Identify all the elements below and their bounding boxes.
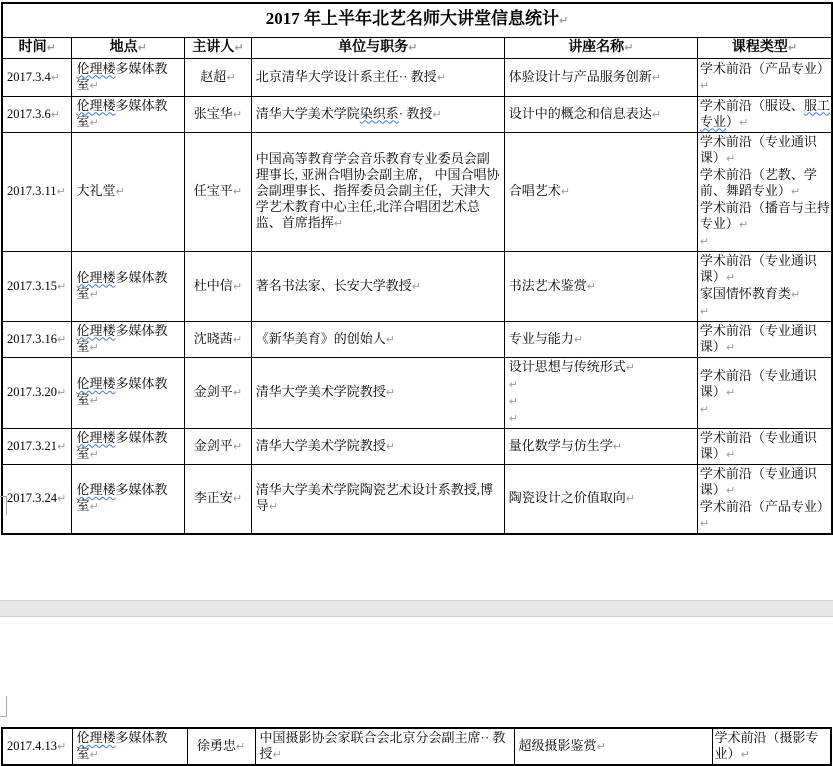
text-run: 学术前沿（产品专业）	[699, 498, 830, 514]
text-run: 学术前沿（服设、	[699, 97, 804, 113]
paragraph-mark: ↵	[625, 360, 635, 374]
paragraph-mark: ↵	[436, 70, 446, 84]
text-run: 伦理楼	[76, 376, 116, 391]
cell-location[interactable]	[72, 428, 185, 464]
paragraph	[188, 384, 248, 401]
text-run: 金剑平	[193, 437, 233, 453]
text-run: 2017.4.13	[7, 739, 57, 753]
text-run: 清华大学美术学院陶瓷艺术设计系教授,博导	[255, 482, 494, 513]
cell-unit[interactable]	[251, 251, 504, 321]
text-run: 学术前沿（摄影专业）	[714, 730, 819, 761]
header-label: 时间	[18, 39, 47, 55]
paragraph-mark: ↵	[232, 439, 243, 453]
cell-date[interactable]	[2, 58, 72, 96]
cell-type[interactable]	[697, 132, 832, 251]
paragraph	[256, 438, 500, 455]
main-lecture-table	[1, 2, 833, 535]
column-header-unit[interactable]	[251, 37, 504, 58]
cell-unit[interactable]	[251, 132, 504, 251]
text-run: 2017.3.6	[7, 106, 51, 121]
paragraph-mark: ↵	[508, 411, 518, 425]
paragraph	[188, 331, 248, 348]
cell-location[interactable]	[72, 357, 185, 428]
paragraph-mark: ↵	[234, 40, 244, 54]
column-header-location[interactable]	[72, 37, 185, 58]
paragraph	[700, 98, 830, 131]
text-run: 合唱艺术	[508, 183, 561, 198]
paragraph-mark: ↵	[232, 185, 243, 198]
table-row	[2, 251, 832, 321]
table-row	[2, 132, 832, 251]
text-run: 陶瓷设计之价值取向	[508, 490, 626, 505]
text-run: 超级摄影鉴赏	[518, 738, 597, 753]
paragraph-mark: ↵	[651, 107, 661, 121]
text-run: 杜中信	[193, 277, 233, 293]
paragraph-mark: ↵	[232, 107, 243, 121]
paragraph	[509, 393, 693, 410]
text-run: 学术前沿（专业通识课）	[699, 429, 817, 461]
text-run: 服工专业	[699, 97, 830, 129]
paragraph-mark: ↵	[787, 40, 798, 54]
paragraph	[7, 384, 68, 401]
cell-location[interactable]	[72, 58, 185, 96]
cell-location[interactable]	[72, 464, 185, 534]
cell-unit[interactable]	[251, 428, 504, 464]
paragraph-mark: ↵	[559, 14, 569, 28]
cell-type[interactable]	[697, 357, 832, 428]
paragraph	[7, 278, 68, 295]
text-run: 多媒体教室	[76, 376, 168, 407]
cell-speaker[interactable]	[185, 132, 252, 251]
paragraph-mark: ↵	[699, 78, 710, 92]
text-run: 设计中的概念和信息表达	[508, 105, 652, 121]
text-run: 学术前沿（专业通识课）	[699, 367, 817, 399]
paragraph	[7, 106, 68, 123]
table-row	[2, 464, 832, 534]
text-run: 2017.3.20	[7, 385, 57, 399]
header-label: 课程类型	[731, 39, 788, 55]
page-break-band	[0, 600, 833, 617]
paragraph-mark: ↵	[268, 500, 278, 513]
cell-date[interactable]	[2, 728, 72, 765]
paragraph-mark: ↵	[790, 184, 801, 198]
text-run: 清华大学美术学院教授	[255, 384, 386, 399]
paragraph	[7, 490, 68, 507]
text-run: 学术前沿（产品专业）	[699, 60, 830, 76]
paragraph-mark: ↵	[725, 483, 736, 497]
paragraph	[188, 278, 248, 295]
paragraph-mark: ↵	[699, 234, 710, 248]
paragraph	[76, 183, 174, 200]
paragraph	[188, 69, 248, 86]
cell-unit[interactable]	[251, 321, 504, 357]
text-run: 2017.3.16	[7, 331, 57, 346]
paragraph-mark: ↵	[50, 70, 60, 84]
table-row	[2, 96, 832, 132]
paragraph-mark: ↵	[57, 740, 67, 753]
paragraph-mark: ↵	[56, 185, 66, 198]
cell-location[interactable]	[72, 321, 185, 357]
text-run: 书法艺术鉴赏	[508, 277, 587, 293]
text-run: 中国高等教育学会音乐教育专业委员会副理事长, 亚洲合唱协会副主席， 中国合唱协会副理事长、指挥委员会副主任，天津大学艺术教育中心主任,北洋合唱团艺术总监、首席指挥	[255, 151, 500, 230]
paragraph	[700, 499, 830, 532]
paragraph	[519, 738, 708, 755]
paragraph-mark: ↵	[232, 279, 243, 293]
paragraph	[7, 331, 68, 348]
paragraph	[7, 183, 68, 200]
text-run: 李正安	[193, 490, 233, 505]
cell-lecture[interactable]	[504, 428, 697, 464]
paragraph	[700, 368, 830, 401]
text-run: 学术前沿（播音与主持专业）	[699, 199, 830, 231]
text-run: 沈晓茜	[193, 330, 233, 346]
text-run: 伦理楼	[76, 429, 116, 445]
text-run: 家国情怀教育类	[699, 285, 791, 301]
paragraph-mark: ↵	[725, 270, 736, 284]
paragraph	[509, 183, 693, 200]
paragraph	[256, 482, 500, 515]
text-run: 多媒体教室	[76, 322, 168, 354]
paragraph-mark: ↵	[699, 516, 710, 530]
paragraph-mark: ↵	[89, 447, 99, 461]
text-run: 多媒体教室	[76, 60, 168, 92]
page2-lecture-table	[1, 727, 832, 766]
title-row	[2, 3, 832, 37]
cell-date[interactable]	[2, 464, 72, 534]
paragraph-mark: ↵	[725, 151, 736, 165]
cell-location[interactable]	[72, 132, 185, 251]
paragraph-mark: ↵	[57, 279, 67, 293]
paragraph-mark: ↵	[790, 287, 801, 301]
text-run: 《新华美育》的创始人	[255, 330, 386, 346]
text-run: 任宝平	[193, 183, 233, 198]
paragraph-mark: ↵	[232, 386, 243, 399]
text-run: 染织系	[359, 105, 399, 121]
paragraph-mark: ↵	[573, 332, 583, 346]
paragraph-mark: ↵	[89, 394, 99, 407]
paragraph-mark: ↵	[738, 115, 749, 129]
paragraph	[76, 270, 174, 303]
text-run: 多媒体教室	[76, 97, 168, 129]
cell-date[interactable]	[2, 251, 72, 321]
text-run: 金剑平	[193, 384, 233, 399]
text-run: 著名书法家、长安大学教授	[255, 277, 412, 293]
text-run: 清华大学美术学院教授	[255, 437, 386, 453]
cell-speaker[interactable]	[185, 251, 252, 321]
cell-speaker[interactable]	[187, 728, 255, 765]
document-title[interactable]	[2, 3, 832, 37]
paragraph	[76, 98, 174, 131]
text-run: 多媒体教室	[76, 482, 168, 513]
paragraph-mark: ↵	[508, 394, 518, 408]
text-run: 伦理楼	[76, 730, 116, 745]
header-label: 地点	[109, 39, 138, 55]
paragraph-mark: ↵	[226, 70, 236, 84]
paragraph-mark: ↵	[411, 279, 421, 293]
paragraph	[700, 303, 830, 320]
text-run: 伦理楼	[76, 269, 116, 285]
text-run: 量化数学与仿生学	[508, 437, 613, 453]
paragraph	[700, 167, 830, 200]
text-boundary-mark	[0, 496, 7, 515]
cell-unit[interactable]	[251, 58, 504, 96]
text-run: 2017.3.15	[7, 278, 57, 293]
text-run: 赵超	[200, 68, 227, 84]
paragraph	[509, 331, 693, 348]
cell-type[interactable]	[697, 58, 832, 96]
cell-speaker[interactable]	[185, 96, 252, 132]
paragraph	[191, 738, 252, 755]
paragraph	[700, 323, 830, 356]
table-row	[2, 357, 832, 428]
paragraph	[7, 438, 68, 455]
paragraph	[700, 61, 830, 94]
cell-speaker[interactable]	[185, 428, 252, 464]
cell-lecture[interactable]	[504, 321, 697, 357]
cell-speaker[interactable]	[185, 321, 252, 357]
paragraph-mark: ↵	[50, 107, 60, 121]
paragraph	[188, 438, 248, 455]
cell-date[interactable]	[2, 132, 72, 251]
paragraph-mark: ↵	[272, 748, 282, 761]
text-run: 学术前沿（专业通识课）	[699, 465, 817, 497]
paragraph-mark: ↵	[89, 115, 99, 129]
paragraph	[7, 738, 69, 755]
cell-type[interactable]	[697, 321, 832, 357]
table-row	[2, 321, 832, 357]
cell-lecture[interactable]	[504, 132, 697, 251]
paragraph-mark: ↵	[235, 740, 246, 753]
text-run: 伦理楼	[76, 60, 116, 76]
table-row	[2, 428, 832, 464]
paragraph-mark: ↵	[432, 107, 442, 121]
cell-lecture[interactable]	[504, 357, 697, 428]
header-row	[2, 37, 832, 58]
text-run: 2017.3.21	[7, 438, 57, 453]
text-run: 张宝华	[193, 105, 233, 121]
text-run: 学术前沿（艺教、学前、舞蹈专业）	[699, 166, 817, 198]
paragraph	[509, 69, 693, 86]
text-run: 清华大学美术学院	[255, 105, 360, 121]
text-run: 学术前沿（专业通识课）	[699, 133, 817, 165]
cell-date[interactable]	[2, 321, 72, 357]
paragraph	[76, 376, 174, 409]
header-label: 讲座名称	[568, 39, 625, 55]
text-run: 2017.3.11	[7, 184, 57, 198]
paragraph-mark: ↵	[740, 748, 750, 761]
paragraph-mark: ↵	[385, 386, 395, 399]
paragraph-mark: ↵	[725, 447, 736, 461]
cell-date[interactable]	[2, 428, 72, 464]
paragraph-mark: ↵	[596, 740, 606, 753]
column-header-type[interactable]	[697, 37, 832, 58]
text-run: ）	[725, 113, 739, 129]
paragraph-mark: ↵	[57, 332, 67, 346]
paragraph	[509, 490, 693, 507]
cell-location[interactable]	[72, 96, 185, 132]
text-run: 学术前沿（专业通识课）	[699, 252, 817, 284]
paragraph-mark: ↵	[560, 185, 570, 198]
paragraph	[509, 438, 693, 455]
table-row	[2, 58, 832, 96]
paragraph-mark: ↵	[89, 340, 99, 354]
paragraph	[260, 730, 510, 763]
text-run: 学术前沿（专业通识课）	[699, 322, 817, 354]
paragraph-mark: ↵	[57, 439, 67, 453]
paragraph-mark: ↵	[738, 217, 749, 231]
paragraph-mark: ↵	[508, 377, 518, 391]
paragraph	[188, 490, 248, 507]
paragraph	[700, 134, 830, 167]
paragraph-mark: ↵	[385, 332, 395, 346]
paragraph-mark: ↵	[46, 40, 56, 54]
header-label: 主讲人	[192, 39, 235, 55]
cell-unit[interactable]	[251, 464, 504, 534]
paragraph-mark: ↵	[89, 748, 99, 761]
paragraph	[509, 410, 693, 427]
paragraph	[700, 200, 830, 233]
title-text: 2017 年上半年北艺名师大讲堂信息统计	[265, 9, 560, 29]
text-boundary-mark	[0, 696, 7, 717]
paragraph-mark: ↵	[57, 386, 67, 399]
cell-type[interactable]	[697, 464, 832, 534]
paragraph-mark: ↵	[586, 279, 596, 293]
cell-unit[interactable]	[251, 357, 504, 428]
paragraph	[700, 233, 830, 250]
paragraph	[188, 183, 248, 200]
cell-speaker[interactable]	[185, 357, 252, 428]
cell-location[interactable]	[72, 251, 185, 321]
paragraph	[256, 384, 500, 401]
text-run: 多媒体教室	[76, 269, 168, 301]
text-run: 专业与能力	[508, 330, 574, 346]
paragraph	[76, 61, 174, 94]
paragraph-mark: ↵	[725, 385, 736, 399]
cell-type[interactable]	[697, 251, 832, 321]
paragraph	[700, 253, 830, 286]
paragraph	[256, 278, 500, 295]
cell-speaker[interactable]	[185, 464, 252, 534]
paragraph-mark: ↵	[232, 492, 243, 505]
cell-lecture[interactable]	[504, 464, 697, 534]
paragraph-mark: ↵	[612, 439, 622, 453]
cell-lecture[interactable]	[504, 251, 697, 321]
paragraph-mark: ↵	[89, 78, 99, 92]
paragraph-mark: ↵	[699, 402, 710, 416]
paragraph	[256, 106, 500, 123]
paragraph	[256, 331, 500, 348]
paragraph-mark: ↵	[115, 185, 125, 198]
paragraph-mark: ↵	[408, 40, 418, 54]
paragraph-mark: ↵	[89, 500, 99, 513]
paragraph-mark: ↵	[89, 287, 99, 301]
text-run: 徐勇忠	[196, 738, 236, 753]
table-row	[2, 728, 831, 765]
paragraph	[188, 106, 248, 123]
text-run: 设计思想与传统形式	[508, 358, 626, 374]
paragraph-mark: ↵	[651, 70, 661, 84]
text-run: 2017.3.24	[7, 491, 57, 505]
cell-date[interactable]	[2, 96, 72, 132]
text-run: 大礼堂	[76, 183, 116, 198]
cell-type[interactable]	[697, 428, 832, 464]
paragraph-mark: ↵	[333, 217, 343, 230]
cell-lecture[interactable]	[504, 96, 697, 132]
text-run: 中国摄影协会家联合会北京分会副主席·· 教授	[259, 730, 506, 761]
text-run: 北京清华大学设计系主任·· 教授	[255, 68, 437, 84]
cell-type[interactable]	[712, 728, 831, 765]
paragraph	[509, 376, 693, 393]
paragraph	[700, 466, 830, 499]
paragraph	[256, 69, 500, 86]
paragraph	[77, 730, 177, 763]
text-run: 伦理楼	[76, 97, 116, 113]
paragraph	[7, 69, 68, 86]
cell-unit[interactable]	[251, 96, 504, 132]
cell-lecture[interactable]	[504, 58, 697, 96]
paragraph	[76, 430, 174, 463]
paragraph-mark: ↵	[725, 340, 736, 354]
paragraph	[700, 430, 830, 463]
paragraph-mark: ↵	[624, 40, 634, 54]
cell-lecture[interactable]	[514, 728, 712, 765]
text-run: 伦理楼	[76, 322, 116, 338]
cell-location[interactable]	[72, 728, 187, 765]
cell-speaker[interactable]	[185, 58, 252, 96]
paragraph-mark: ↵	[699, 304, 710, 318]
paragraph-mark: ↵	[137, 40, 147, 54]
paragraph-mark: ↵	[385, 439, 395, 453]
text-run: 体验设计与产品服务创新	[508, 68, 652, 84]
text-run: 多媒体教室	[76, 730, 168, 761]
column-header-time[interactable]	[2, 37, 72, 58]
paragraph	[700, 401, 830, 418]
paragraph	[76, 323, 174, 356]
paragraph-mark: ↵	[232, 332, 243, 346]
text-run: · 教授	[398, 105, 433, 121]
cell-unit[interactable]	[255, 728, 514, 765]
paragraph	[700, 286, 830, 303]
paragraph-mark: ↵	[57, 492, 67, 505]
text-run: 2017.3.4	[7, 69, 51, 84]
paragraph	[509, 359, 693, 376]
paragraph	[256, 151, 500, 232]
text-run: 多媒体教室	[76, 429, 168, 461]
paragraph	[76, 482, 174, 515]
cell-type[interactable]	[697, 96, 832, 132]
header-label: 单位与职务	[338, 39, 409, 55]
paragraph	[715, 730, 830, 763]
column-header-speaker[interactable]	[185, 37, 252, 58]
paragraph	[509, 278, 693, 295]
text-run: 伦理楼	[76, 482, 116, 497]
cell-date[interactable]	[2, 357, 72, 428]
paragraph-mark: ↵	[625, 492, 635, 505]
paragraph	[509, 106, 693, 123]
column-header-lecture[interactable]	[504, 37, 697, 58]
